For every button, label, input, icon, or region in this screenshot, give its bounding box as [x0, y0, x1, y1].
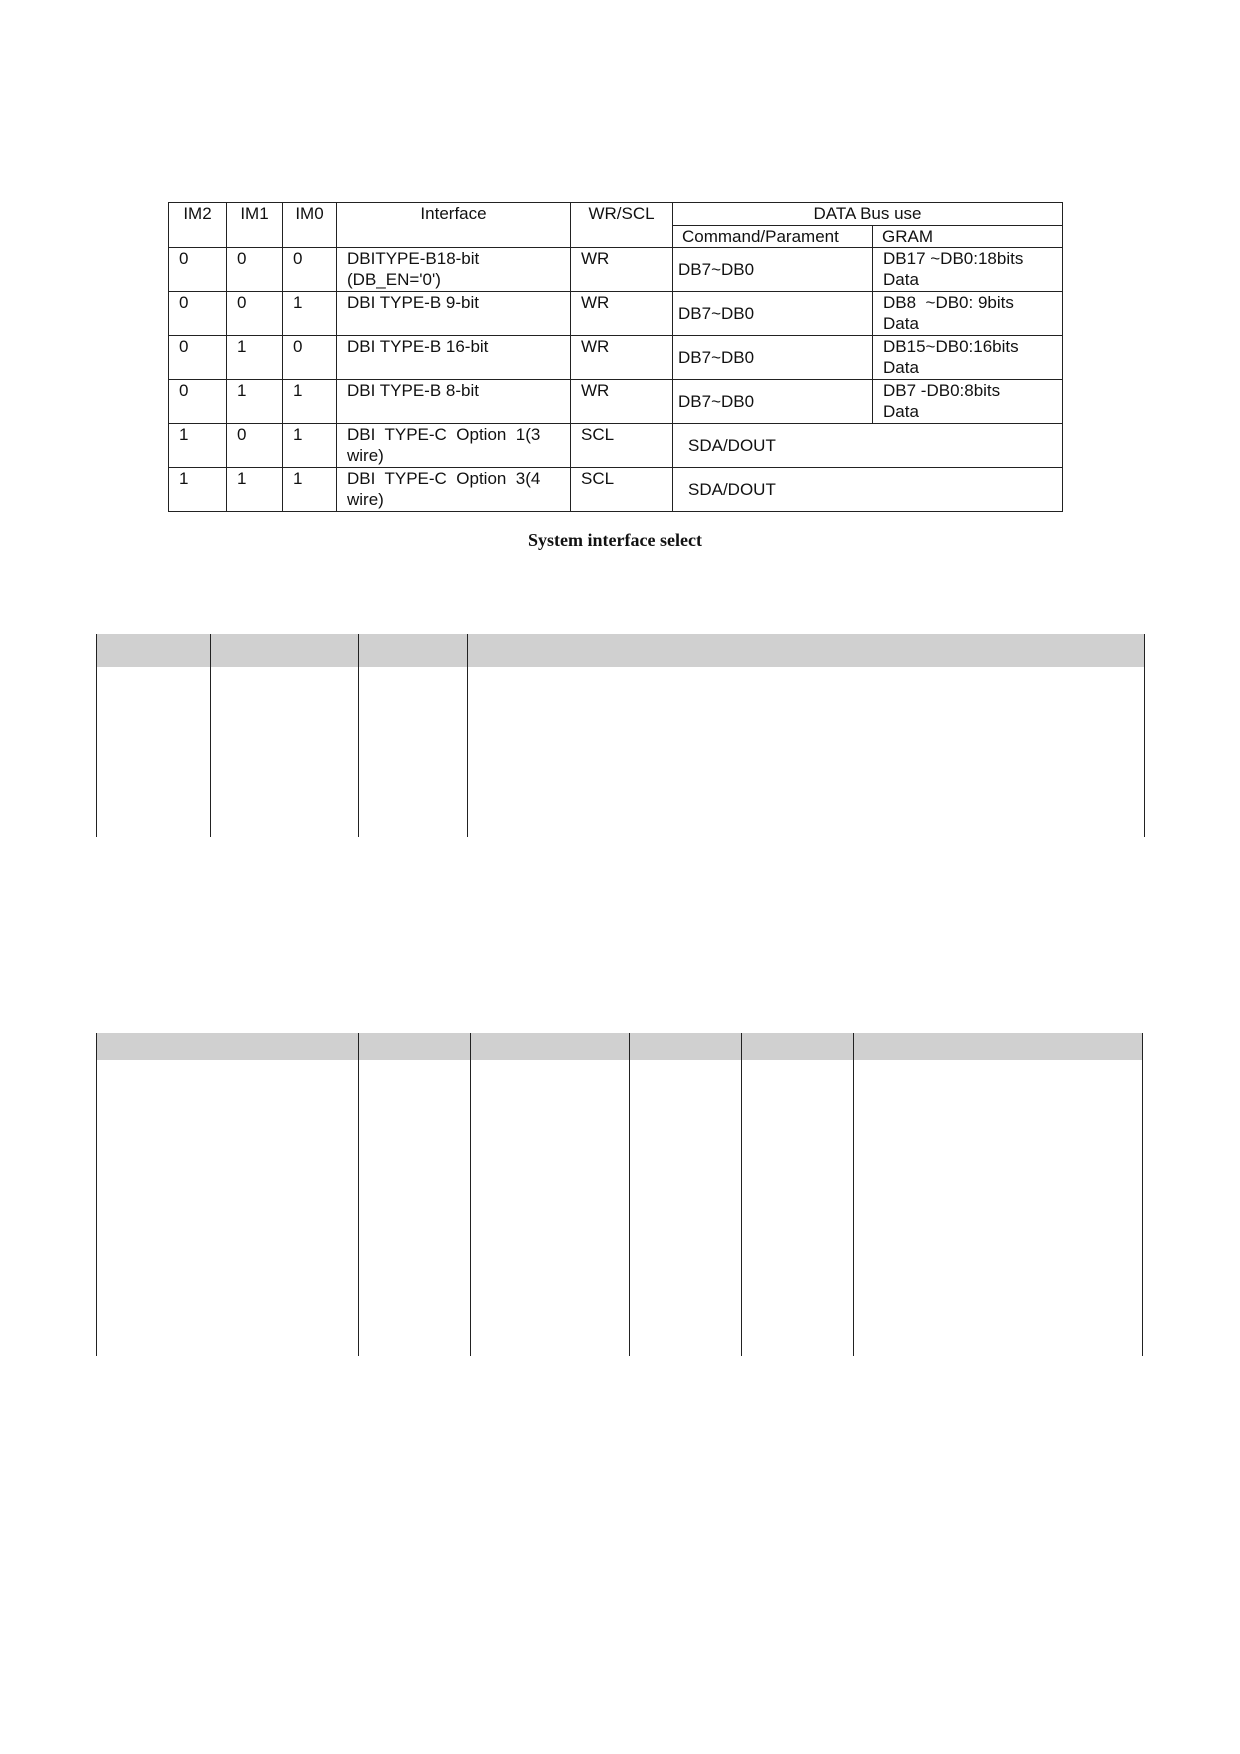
cell-wr-scl: SCL [571, 468, 673, 512]
interface-select-table [168, 202, 1063, 512]
table-row [169, 336, 1063, 380]
interface-line-1: DBI TYPE-C Option 1(3 [347, 425, 541, 444]
header-im0: IM0 [283, 203, 337, 248]
table-header-row [169, 203, 1063, 226]
cell-im1: 1 [227, 336, 283, 380]
interface-line-1: DBI TYPE-B 8-bit [347, 381, 479, 400]
table-caption: System interface select [528, 530, 702, 550]
cell-im2: 1 [169, 424, 227, 468]
cell-data-bus: SDA/DOUT [673, 468, 1063, 512]
empty-body-cell [742, 1060, 854, 1356]
cell-im0: 0 [283, 248, 337, 292]
empty-header-cell [211, 634, 359, 667]
gram-line-1: DB15~DB0:16bits [883, 337, 1019, 356]
cell-wr-scl: WR [571, 248, 673, 292]
cell-im2: 0 [169, 380, 227, 424]
empty-body-cell [97, 667, 211, 837]
cell-im0: 1 [283, 468, 337, 512]
cell-wr-scl: WR [571, 292, 673, 336]
cell-im2: 0 [169, 248, 227, 292]
cell-wr-scl: WR [571, 380, 673, 424]
cell-wr-scl: WR [571, 336, 673, 380]
interface-line-2: wire) [347, 446, 384, 465]
empty-header-cell [854, 1033, 1143, 1060]
cell-gram [873, 380, 1063, 424]
empty-table-body-row [97, 1060, 1143, 1356]
table-row [169, 468, 1063, 512]
table-row [169, 292, 1063, 336]
cell-im0: 1 [283, 292, 337, 336]
cell-interface [337, 336, 571, 380]
cell-im1: 1 [227, 468, 283, 512]
interface-line-1: DBI TYPE-C Option 3(4 [347, 469, 541, 488]
header-data-bus-use: DATA Bus use [673, 203, 1063, 226]
empty-table-2 [96, 1033, 1143, 1356]
cell-im2: 0 [169, 336, 227, 380]
header-interface: Interface [337, 203, 571, 248]
cell-command: DB7~DB0 [673, 292, 873, 336]
empty-body-cell [359, 1060, 471, 1356]
cell-gram [873, 336, 1063, 380]
cell-gram [873, 292, 1063, 336]
cell-im0: 1 [283, 424, 337, 468]
cell-interface [337, 248, 571, 292]
empty-body-cell [854, 1060, 1143, 1356]
empty-header-cell [742, 1033, 854, 1060]
cell-im0: 1 [283, 380, 337, 424]
interface-line-1: DBITYPE-B18-bit [347, 249, 480, 268]
empty-header-cell [359, 634, 468, 667]
empty-table-1 [96, 634, 1145, 837]
cell-im2: 1 [169, 468, 227, 512]
empty-body-cell [630, 1060, 742, 1356]
gram-line-2: Data [883, 270, 919, 289]
table-row [169, 248, 1063, 292]
header-gram: GRAM [873, 226, 1063, 248]
empty-body-cell [471, 1060, 630, 1356]
table-row [169, 380, 1063, 424]
interface-line-2: wire) [347, 490, 384, 509]
empty-header-cell [471, 1033, 630, 1060]
empty-table-header-row [97, 634, 1145, 667]
cell-interface [337, 380, 571, 424]
interface-line-2: (DB_EN='0') [347, 270, 441, 289]
gram-line-2: Data [883, 402, 919, 421]
header-wr-scl: WR/SCL [571, 203, 673, 248]
cell-im1: 0 [227, 248, 283, 292]
empty-header-cell [97, 1033, 359, 1060]
cell-command: DB7~DB0 [673, 336, 873, 380]
interface-line-1: DBI TYPE-B 16-bit [347, 337, 489, 356]
cell-interface [337, 424, 571, 468]
cell-gram [873, 248, 1063, 292]
cell-interface [337, 468, 571, 512]
cell-wr-scl: SCL [571, 424, 673, 468]
cell-im1: 1 [227, 380, 283, 424]
empty-body-cell [468, 667, 1145, 837]
cell-data-bus: SDA/DOUT [673, 424, 1063, 468]
empty-table-header-row [97, 1033, 1143, 1060]
header-im1: IM1 [227, 203, 283, 248]
cell-im1: 0 [227, 424, 283, 468]
empty-header-cell [468, 634, 1145, 667]
cell-im0: 0 [283, 336, 337, 380]
gram-line-1: DB8 ~DB0: 9bits [883, 293, 1014, 312]
cell-im2: 0 [169, 292, 227, 336]
gram-line-1: DB7 -DB0:8bits [883, 381, 1001, 400]
header-im2: IM2 [169, 203, 227, 248]
cell-command: DB7~DB0 [673, 248, 873, 292]
gram-line-2: Data [883, 358, 919, 377]
empty-body-cell [97, 1060, 359, 1356]
empty-body-cell [211, 667, 359, 837]
gram-line-2: Data [883, 314, 919, 333]
empty-header-cell [97, 634, 211, 667]
cell-im1: 0 [227, 292, 283, 336]
header-command-parameter: Command/Parament [673, 226, 873, 248]
gram-line-1: DB17 ~DB0:18bits [883, 249, 1024, 268]
empty-table-body-row [97, 667, 1145, 837]
cell-command: DB7~DB0 [673, 380, 873, 424]
empty-body-cell [359, 667, 468, 837]
empty-header-cell [359, 1033, 471, 1060]
cell-interface [337, 292, 571, 336]
table-row [169, 424, 1063, 468]
empty-header-cell [630, 1033, 742, 1060]
interface-line-1: DBI TYPE-B 9-bit [347, 293, 479, 312]
